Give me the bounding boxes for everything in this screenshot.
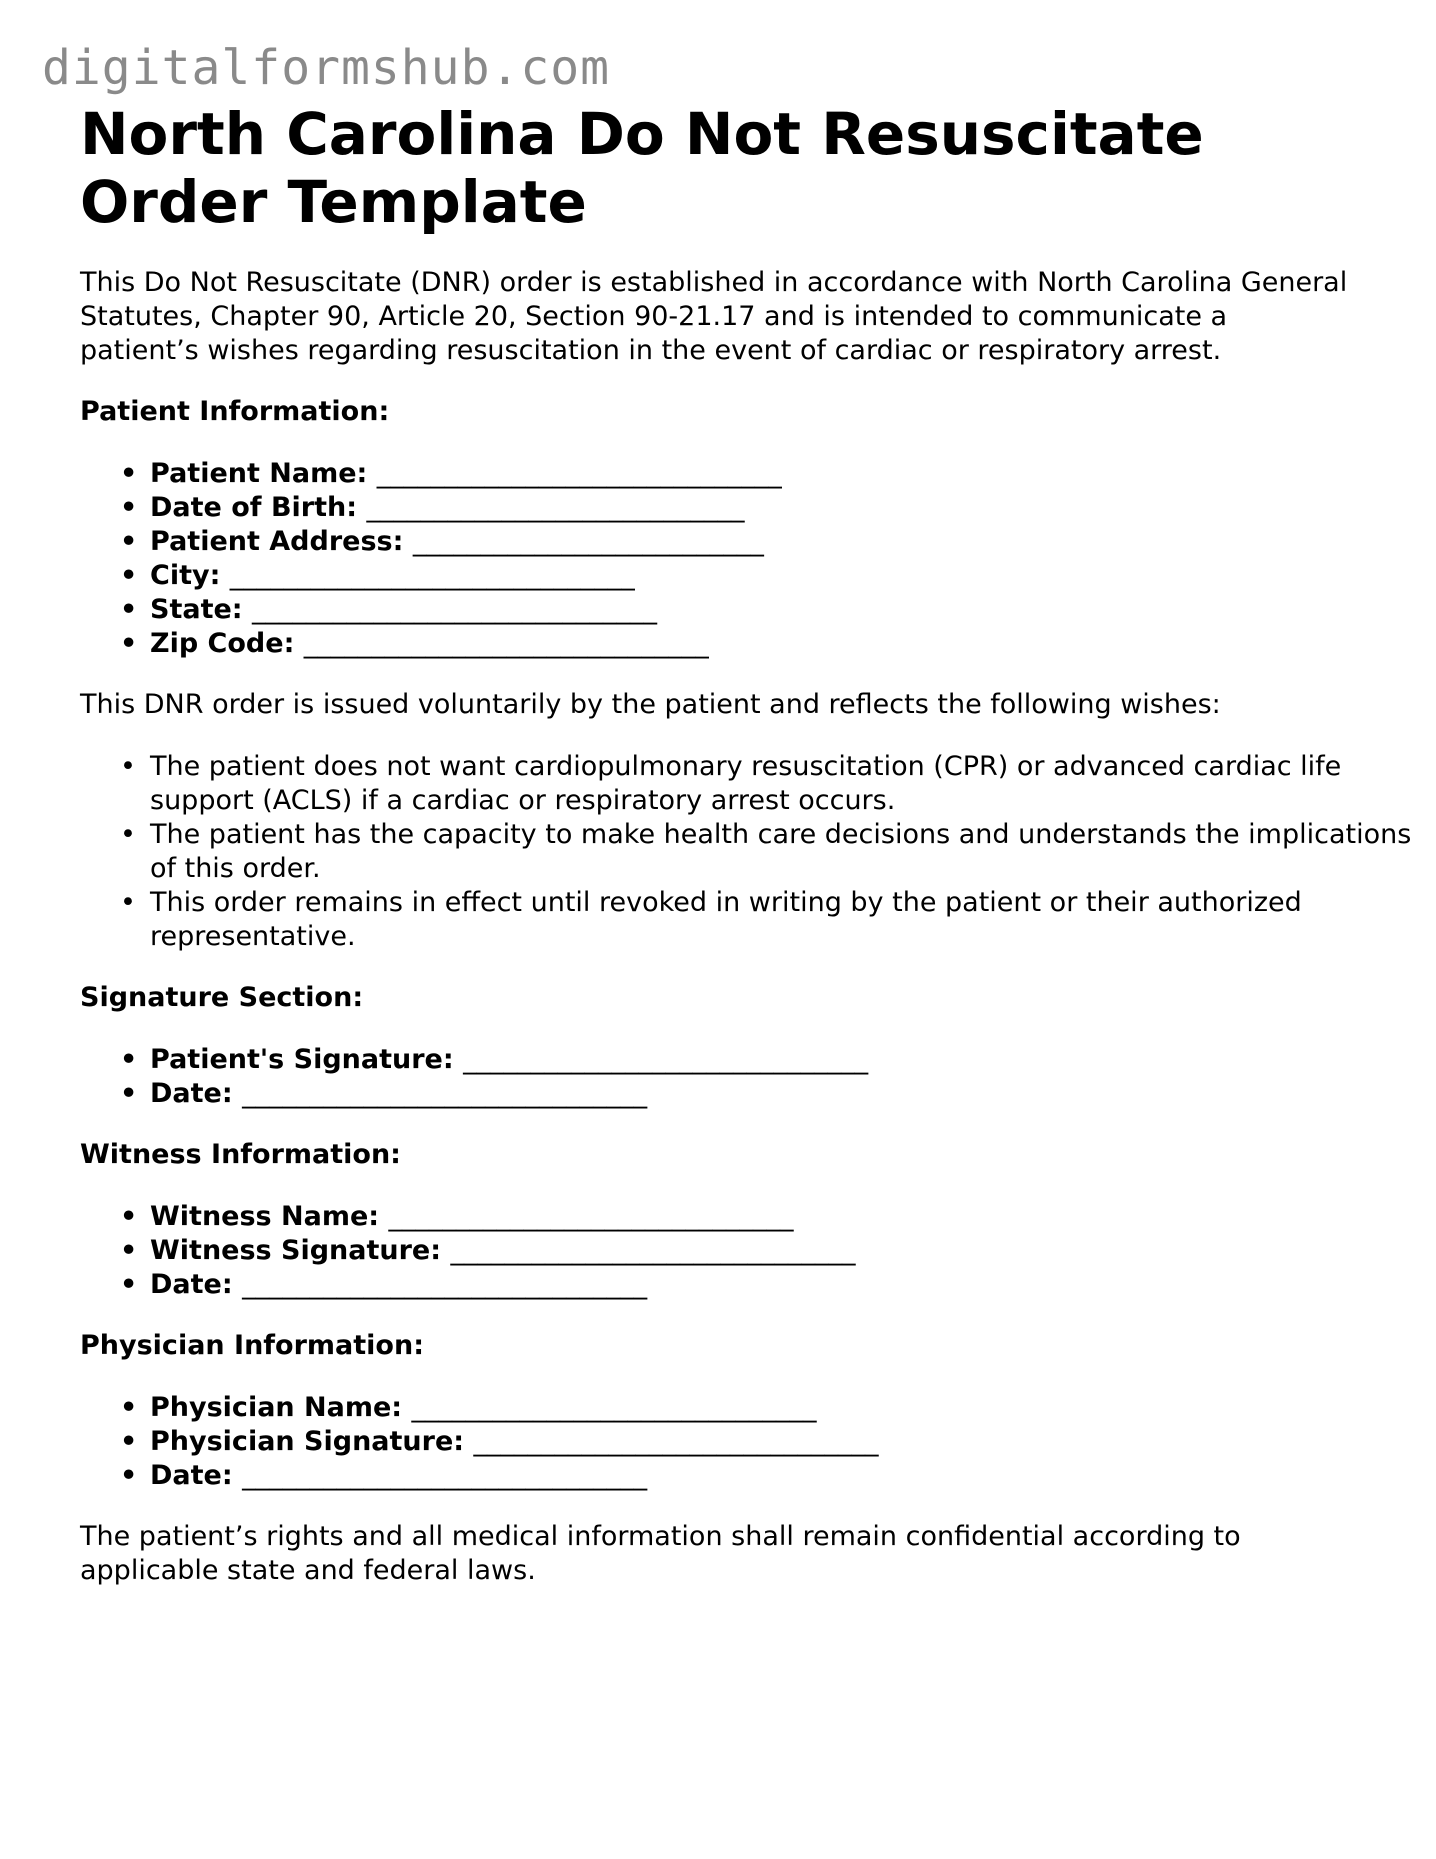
field-label: Date: [150,1460,233,1491]
patient-info-fields [80,457,1380,661]
field-label: Date of Birth: [150,492,358,523]
field-blank: ______________________________ [242,1078,648,1109]
page-title: North Carolina Do Not Resuscitate Order Template [80,100,1204,236]
field-label: State: [150,594,243,625]
witness-heading: Witness Information: [80,1139,401,1170]
field-label: Physician Name: [150,1392,403,1423]
field-blank: ______________________________ [388,1201,794,1232]
field-physician-name[interactable] [150,1391,1380,1425]
field-blank: ______________________________ [229,560,635,591]
field-label: City: [150,560,221,591]
field-label: Zip Code: [150,628,295,659]
field-blank: ______________________________ [376,458,782,489]
closing-paragraph: The patient’s rights and all medical information shall remain confidential according to applicable state and federal laws. [80,1521,1241,1586]
field-witness-signature[interactable] [150,1234,1380,1268]
signature-heading: Signature Section: [80,982,364,1013]
field-blank: ______________________________ [450,1235,856,1266]
watermark-text: digitalformshub.com [42,40,611,96]
field-witness-name[interactable] [150,1200,1380,1234]
wishes-intro: This DNR order is issued voluntarily by the patient and reflects the following wishes: [80,689,1221,720]
field-blank: ______________________________ [463,1044,869,1075]
field-blank: ______________________________ [473,1426,879,1457]
field-signature-date[interactable] [150,1077,1380,1111]
wish-item: • The patient does not want cardiopulmonary resuscitation (CPR) or advanced cardiac life support (ACLS) if a cardiac or respiratory arrest occurs. [150,750,1430,818]
witness-fields [80,1200,1380,1302]
field-blank: __________________________ [412,526,764,557]
wish-item: • The patient has the capacity to make health care decisions and understands the implications of this order. [150,818,1430,886]
field-label: Witness Name: [150,1201,380,1232]
field-blank: ______________________________ [242,1460,648,1491]
field-physician-signature[interactable] [150,1425,1380,1459]
patient-info-heading: Patient Information: [80,396,390,427]
intro-paragraph: This Do Not Resuscitate (DNR) order is established in accordance with North Carolina General Statutes, Chapter 90, Article 20, Section 90-21.17 and is intended to communicate a patient’s wishes regarding resuscitation in the event of cardiac or respiratory arrest. [80,267,1348,366]
physician-heading: Physician Information: [80,1330,424,1361]
field-blank: ______________________________ [303,628,709,659]
field-patient-address[interactable] [150,525,1380,559]
field-label: Physician Signature: [150,1426,465,1457]
field-patient-signature[interactable] [150,1043,1380,1077]
field-state[interactable] [150,593,1380,627]
field-label: Patient's Signature: [150,1044,454,1075]
field-label: Date: [150,1269,233,1300]
field-patient-name[interactable] [150,457,1380,491]
document-page [80,100,1412,1588]
signature-fields [80,1043,1380,1111]
field-label: Date: [150,1078,233,1109]
field-date-of-birth[interactable] [150,491,1380,525]
field-blank: ____________________________ [366,492,745,523]
wishes-list [80,750,1412,954]
field-zip-code[interactable] [150,627,1380,661]
field-city[interactable] [150,559,1380,593]
field-blank: ______________________________ [252,594,657,625]
wish-item: • This order remains in effect until revoked in writing by the patient or their authorized representative. [150,886,1430,954]
field-label: Patient Name: [150,458,368,489]
field-blank: ______________________________ [411,1392,817,1423]
field-blank: ______________________________ [242,1269,648,1300]
physician-fields [80,1391,1380,1493]
field-physician-date[interactable] [150,1459,1380,1493]
field-witness-date[interactable] [150,1268,1380,1302]
field-label: Patient Address: [150,526,404,557]
field-label: Witness Signature: [150,1235,442,1266]
